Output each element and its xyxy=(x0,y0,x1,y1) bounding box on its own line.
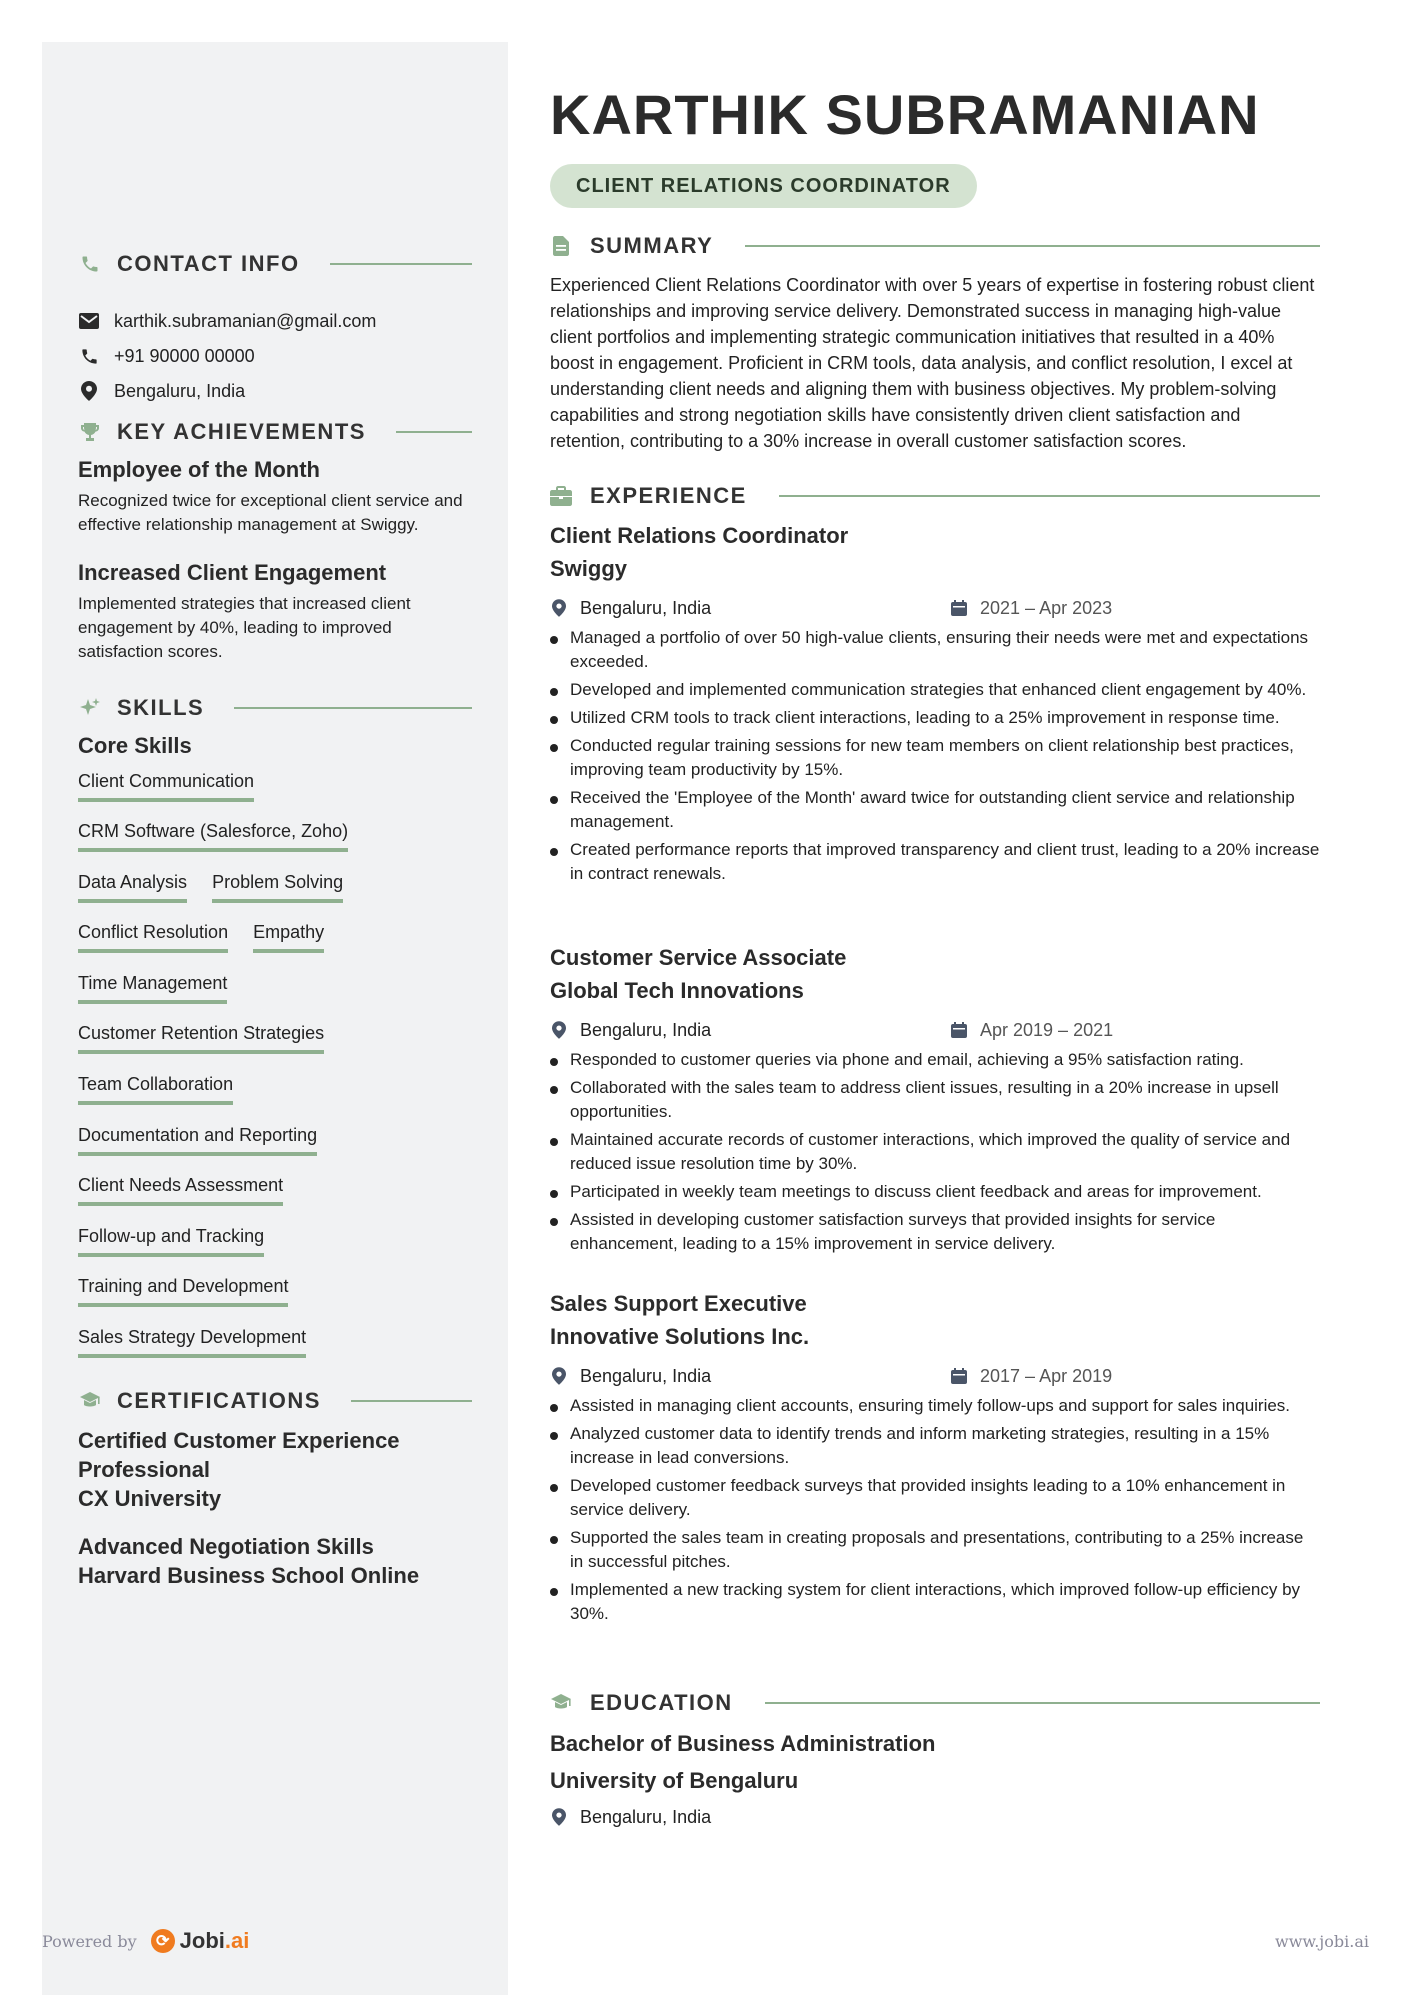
skill-tag: Data Analysis xyxy=(78,872,187,903)
contact-email-row xyxy=(78,307,376,335)
job-company: Innovative Solutions Inc. xyxy=(550,1324,810,1349)
job-bullets xyxy=(550,1048,1320,1256)
job-company: Swiggy xyxy=(550,556,628,581)
skills-section-header xyxy=(78,693,472,723)
sidebar xyxy=(42,42,508,1995)
certifications-section-header xyxy=(78,1386,472,1416)
job-location: Bengaluru, India xyxy=(580,597,712,618)
calendar-icon xyxy=(950,1368,968,1384)
achievement-item xyxy=(78,457,478,537)
location-pin-icon xyxy=(550,1021,568,1039)
calendar-icon xyxy=(950,600,968,616)
job-title: Client Relations Coordinator xyxy=(550,523,849,548)
job-location-wrap xyxy=(550,598,950,619)
bullet-item: Assisted in developing customer satisfaction surveys that provided insights for service enhancement, leading to a 15% improvement in service delivery. xyxy=(550,1208,1320,1256)
skill-row xyxy=(78,1125,317,1156)
bullet-item: Developed and implemented communication strategies that enhanced client engagement by 40%. xyxy=(550,678,1320,702)
jobi-logo[interactable] xyxy=(151,1928,250,1954)
job-entry xyxy=(550,942,1320,1260)
job-dates-wrap xyxy=(950,1366,1112,1387)
jobi-logo-icon: ⟳ xyxy=(151,1929,175,1953)
sparkle-icon xyxy=(78,696,102,720)
skill-tag: CRM Software (Salesforce, Zoho) xyxy=(78,821,348,852)
summary-title: SUMMARY xyxy=(590,233,714,258)
job-entry xyxy=(550,1288,1320,1630)
job-location-wrap xyxy=(550,1020,950,1041)
briefcase-icon xyxy=(550,485,572,507)
document-icon xyxy=(550,235,572,257)
bullet-item: Received the 'Employee of the Month' award twice for outstanding client service and relationship management. xyxy=(550,786,1320,834)
skill-tag: Client Communication xyxy=(78,771,254,802)
certification-name: Certified Customer Experience Professional xyxy=(78,1428,400,1482)
achievements-section-header xyxy=(78,417,472,447)
achievements-title: KEY ACHIEVEMENTS xyxy=(117,419,366,444)
achievement-desc: Recognized twice for exceptional client service and effective relationship management at Swiggy. xyxy=(78,491,463,534)
job-bullets xyxy=(550,626,1320,886)
skill-tag: Team Collaboration xyxy=(78,1074,233,1105)
bullet-item: Managed a portfolio of over 50 high-value clients, ensuring their needs were met and expectations exceeded. xyxy=(550,626,1320,674)
education-entry xyxy=(550,1725,1320,1835)
bullet-item: Created performance reports that improved transparency and client trust, leading to a 20% increase in contract renewals. xyxy=(550,838,1320,886)
section-divider xyxy=(765,1702,1320,1704)
powered-by-text: Powered by xyxy=(42,1931,137,1951)
skill-tag: Conflict Resolution xyxy=(78,922,228,953)
bullet-item: Conducted regular training sessions for new team members on client relationship best practices, improving team productivity by 15%. xyxy=(550,734,1320,782)
section-divider xyxy=(396,431,472,433)
skill-row xyxy=(78,922,324,953)
job-meta xyxy=(550,1362,1320,1390)
job-meta xyxy=(550,594,1320,622)
trophy-icon xyxy=(78,420,102,444)
mail-icon xyxy=(78,313,100,329)
skill-row xyxy=(78,771,254,802)
job-dates: 2021 – Apr 2023 xyxy=(980,597,1113,618)
skill-tag: Empathy xyxy=(253,922,324,953)
graduation-cap-icon xyxy=(78,1389,102,1413)
location-pin-icon xyxy=(78,381,100,401)
skill-row xyxy=(78,1023,324,1054)
contact-email[interactable]: karthik.subramanian@gmail.com xyxy=(114,310,377,331)
section-divider xyxy=(745,245,1320,247)
contact-phone-row xyxy=(78,342,255,370)
job-company: Global Tech Innovations xyxy=(550,978,804,1003)
bullet-item: Collaborated with the sales team to address client issues, resulting in a 20% increase in upsell opportunities. xyxy=(550,1076,1320,1124)
skill-row xyxy=(78,1327,306,1358)
job-bullets xyxy=(550,1394,1320,1626)
job-entry xyxy=(550,520,1320,890)
contact-phone[interactable]: +91 90000 00000 xyxy=(114,345,255,366)
achievement-title: Increased Client Engagement xyxy=(78,560,387,585)
calendar-icon xyxy=(950,1022,968,1038)
education-location: Bengaluru, India xyxy=(580,1806,712,1827)
job-dates-wrap xyxy=(950,598,1112,619)
skill-tag: Problem Solving xyxy=(212,872,343,903)
education-meta xyxy=(550,1803,1320,1831)
skill-tag: Training and Development xyxy=(78,1276,288,1307)
summary-text: Experienced Client Relations Coordinator with over 5 years of expertise in fostering robust client relationships and improving service delivery. Demonstrated success in managing high-value client portfolios and implementing strategic communication initiatives that resulted in a 40% boost in engagement. Proficient in CRM tools, data analysis, and conflict resolution, I excel at understanding client needs and aligning them with business objectives. My problem-solving capabilities and strong negotiation skills have consistently driven client satisfaction and retention, contributing to a 30% increase in overall customer satisfaction scores. xyxy=(550,275,1315,451)
bullet-item: Developed customer feedback surveys that provided insights leading to a 10% enhancement in service delivery. xyxy=(550,1474,1320,1522)
skill-row xyxy=(78,1226,264,1257)
skill-tag: Documentation and Reporting xyxy=(78,1125,317,1156)
contact-title: CONTACT INFO xyxy=(117,251,300,276)
skill-row xyxy=(78,1175,283,1206)
skill-tag: Customer Retention Strategies xyxy=(78,1023,324,1054)
location-pin-icon xyxy=(550,599,568,617)
footer-powered-by xyxy=(42,1928,249,1954)
skill-row xyxy=(78,1074,233,1105)
bullet-item: Utilized CRM tools to track client interactions, leading to a 25% improvement in response time. xyxy=(550,706,1320,730)
job-dates: Apr 2019 – 2021 xyxy=(980,1019,1114,1040)
footer-url[interactable]: www.jobi.ai xyxy=(1275,1932,1369,1951)
candidate-name: KARTHIK SUBRAMANIAN xyxy=(550,83,1260,146)
role-badge: CLIENT RELATIONS COORDINATOR xyxy=(550,164,977,208)
skill-row xyxy=(78,973,227,1004)
job-location: Bengaluru, India xyxy=(580,1365,712,1386)
job-dates: 2017 – Apr 2019 xyxy=(980,1365,1113,1386)
section-divider xyxy=(779,495,1320,497)
education-degree: Bachelor of Business Administration xyxy=(550,1731,936,1756)
achievement-desc: Implemented strategies that increased client engagement by 40%, leading to improved satisfaction scores. xyxy=(78,594,411,661)
bullet-item: Maintained accurate records of customer interactions, which improved the quality of service and reduced issue resolution time by 30%. xyxy=(550,1128,1320,1176)
jobi-logo-suffix: .ai xyxy=(224,1928,250,1953)
section-divider xyxy=(234,707,472,709)
education-school: University of Bengaluru xyxy=(550,1768,799,1793)
skill-tag: Follow-up and Tracking xyxy=(78,1226,264,1257)
achievement-item xyxy=(78,560,478,664)
skill-row xyxy=(78,872,343,903)
education-location-wrap xyxy=(550,1807,950,1828)
skills-title: SKILLS xyxy=(117,695,205,720)
summary-section-header xyxy=(550,231,1320,261)
certification-issuer: CX University xyxy=(78,1486,222,1511)
experience-section-header xyxy=(550,481,1320,511)
graduation-cap-icon xyxy=(550,1692,572,1714)
location-pin-icon xyxy=(550,1808,568,1826)
skill-tag: Client Needs Assessment xyxy=(78,1175,283,1206)
certifications-title: CERTIFICATIONS xyxy=(117,1388,321,1413)
phone-icon xyxy=(78,252,102,276)
bullet-item: Implemented a new tracking system for client interactions, which improved follow-up efficiency by 30%. xyxy=(550,1578,1320,1626)
job-location: Bengaluru, India xyxy=(580,1019,712,1040)
section-divider xyxy=(351,1400,472,1402)
bullet-item: Responded to customer queries via phone and email, achieving a 95% satisfaction rating. xyxy=(550,1048,1320,1072)
skill-tag: Time Management xyxy=(78,973,227,1004)
bullet-item: Assisted in managing client accounts, ensuring timely follow-ups and support for sales inquiries. xyxy=(550,1394,1320,1418)
contact-location: Bengaluru, India xyxy=(114,380,246,401)
phone-icon xyxy=(78,347,100,366)
job-dates-wrap xyxy=(950,1020,1113,1041)
certification-item xyxy=(78,1426,478,1513)
certification-name: Advanced Negotiation Skills xyxy=(78,1534,374,1559)
job-title: Customer Service Associate xyxy=(550,945,847,970)
skill-tag: Sales Strategy Development xyxy=(78,1327,306,1358)
job-location-wrap xyxy=(550,1366,950,1387)
education-section-header xyxy=(550,1688,1320,1718)
bullet-item: Analyzed customer data to identify trends and inform marketing strategies, resulting in a 15% increase in lead conversions. xyxy=(550,1422,1320,1470)
experience-title: EXPERIENCE xyxy=(590,483,747,508)
contact-location-row xyxy=(78,377,245,405)
certification-item xyxy=(78,1532,478,1590)
contact-section-header xyxy=(78,249,472,279)
job-meta xyxy=(550,1016,1320,1044)
skills-subtitle: Core Skills xyxy=(78,733,192,758)
location-pin-icon xyxy=(550,1367,568,1385)
job-title: Sales Support Executive xyxy=(550,1291,807,1316)
section-divider xyxy=(330,263,472,265)
skill-row xyxy=(78,1276,288,1307)
skill-row xyxy=(78,821,348,852)
jobi-logo-text: Jobi xyxy=(179,1928,225,1953)
achievement-title: Employee of the Month xyxy=(78,457,320,482)
certification-issuer: Harvard Business School Online xyxy=(78,1563,420,1588)
education-title: EDUCATION xyxy=(590,1690,733,1715)
bullet-item: Supported the sales team in creating proposals and presentations, contributing to a 25% increase in successful pitches. xyxy=(550,1526,1320,1574)
bullet-item: Participated in weekly team meetings to discuss client feedback and areas for improvement. xyxy=(550,1180,1320,1204)
